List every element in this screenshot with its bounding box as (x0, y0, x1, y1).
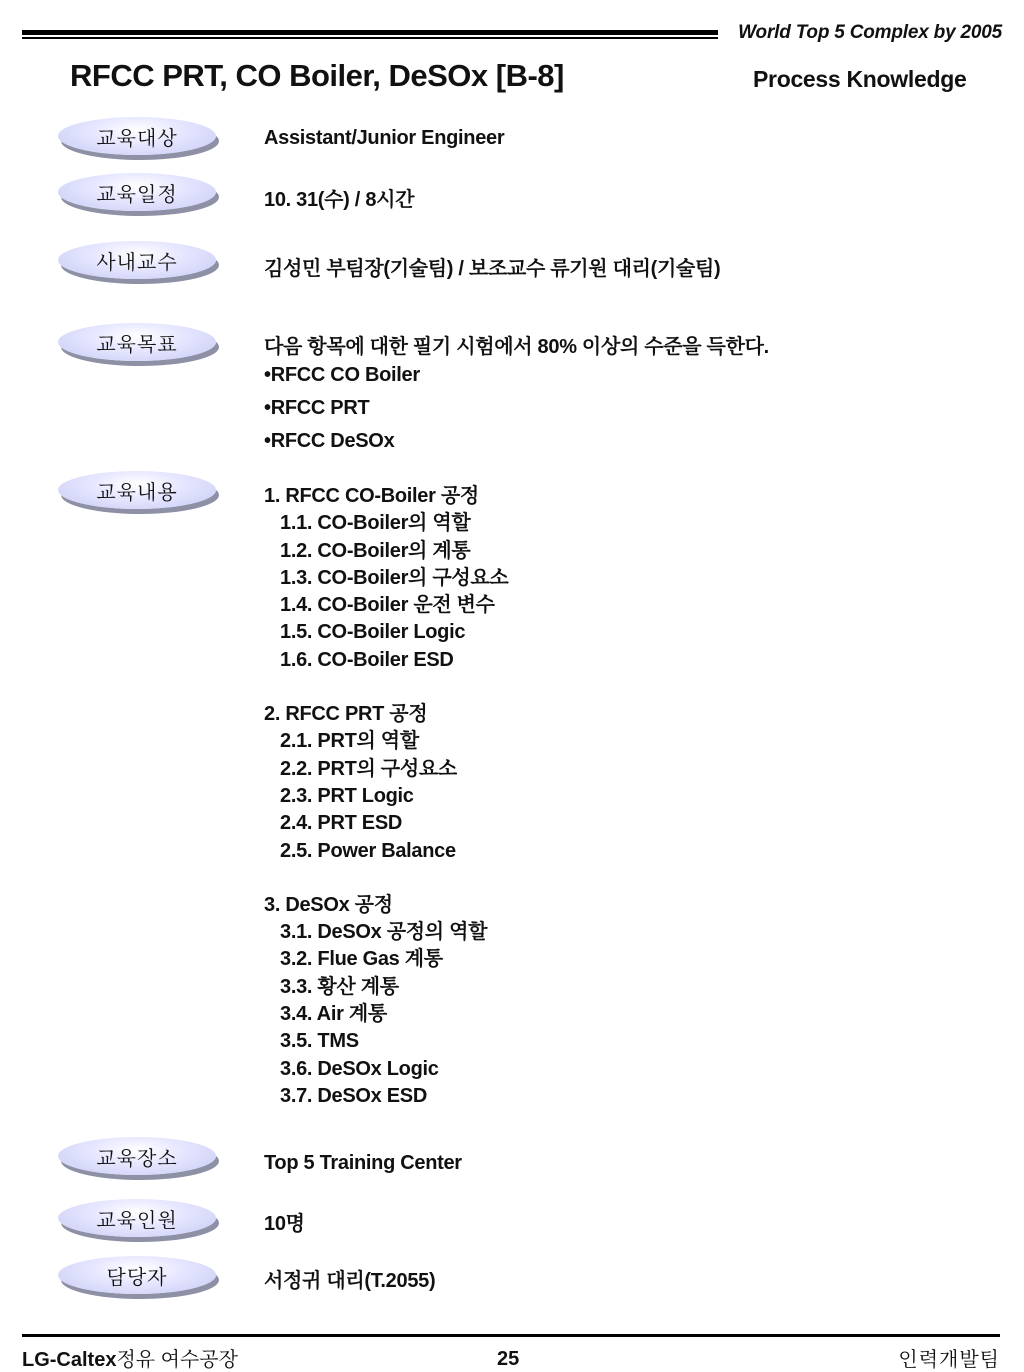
category-label: Process Knowledge (753, 66, 967, 92)
objective-item: •RFCC CO Boiler (264, 364, 420, 386)
label-pill-instructor: 사내교수 (58, 241, 216, 279)
list-item: 3.4. Air 계통 (280, 1003, 387, 1026)
header-rule-thick (22, 30, 718, 35)
list-item: 2.5. Power Balance (280, 839, 456, 862)
contact-value: 서정귀 대리(T.2055) (264, 1270, 436, 1292)
instructor-value: 김성민 부팀장(기술팀) / 보조교수 류기원 대리(기술팀) (264, 258, 721, 280)
objective-item: •RFCC PRT (264, 397, 370, 419)
headcount-value: 10명 (264, 1213, 305, 1235)
section-title: 3. DeSOx 공정 (264, 893, 393, 916)
list-item: 1.1. CO-Boiler의 역할 (280, 512, 471, 535)
list-item: 3.1. DeSOx 공정의 역할 (280, 921, 488, 944)
footer-rule (22, 1334, 1000, 1337)
content-outline (264, 483, 508, 1137)
list-item: 1.3. CO-Boiler의 구성요소 (280, 566, 509, 589)
list-item: 3.5. TMS (280, 1030, 359, 1053)
objective-item: •RFCC DeSOx (264, 430, 395, 452)
label-pill-schedule: 교육일정 (58, 173, 216, 211)
target-value: Assistant/Junior Engineer (264, 127, 505, 149)
objective-value: 다음 항목에 대한 필기 시험에서 80% 이상의 수준을 득한다. (264, 336, 769, 358)
list-item: 1.2. CO-Boiler의 계통 (280, 539, 471, 562)
list-item: 3.6. DeSOx Logic (280, 1057, 439, 1080)
list-item: 3.2. Flue Gas 계통 (280, 948, 443, 971)
list-item: 3.7. DeSOx ESD (280, 1084, 427, 1107)
schedule-value: 10. 31(수) / 8시간 (264, 189, 415, 211)
company-name: LG-Caltex (22, 1349, 117, 1371)
label-pill-content: 교육내용 (58, 471, 216, 509)
content-section-co-boiler (264, 483, 508, 674)
list-item: 2.1. PRT의 역할 (280, 730, 419, 753)
footer-company (22, 1343, 238, 1372)
plant-name: 정유 여수공장 (116, 1349, 238, 1371)
label-pill-objective: 교육목표 (58, 323, 216, 361)
label-pill-location: 교육장소 (58, 1137, 216, 1175)
label-pill-target: 교육대상 (58, 117, 216, 155)
footer-department: 인력개발팀 (898, 1349, 1000, 1371)
list-item: 2.4. PRT ESD (280, 812, 402, 835)
objective-list (264, 362, 420, 461)
list-item: 3.3. 황산 계통 (280, 975, 399, 998)
header-tagline: World Top 5 Complex by 2005 (738, 22, 1002, 43)
section-title: 2. RFCC PRT 공정 (264, 703, 428, 726)
list-item: 1.6. CO-Boiler ESD (280, 648, 454, 671)
content-section-prt (264, 701, 508, 865)
header-rule-thin (22, 37, 718, 39)
list-item: 2.3. PRT Logic (280, 784, 414, 807)
page-title: RFCC PRT, CO Boiler, DeSOx [B-8] (70, 58, 564, 93)
location-value: Top 5 Training Center (264, 1152, 462, 1174)
label-pill-contact: 담당자 (58, 1256, 216, 1294)
list-item: 2.2. PRT의 구성요소 (280, 757, 457, 780)
list-item: 1.4. CO-Boiler 운전 변수 (280, 594, 495, 617)
content-section-desox (264, 892, 508, 1110)
list-item: 1.5. CO-Boiler Logic (280, 621, 466, 644)
label-pill-headcount: 교육인원 (58, 1199, 216, 1237)
page-number: 25 (497, 1348, 520, 1370)
header-rule (22, 30, 718, 40)
section-title: 1. RFCC CO-Boiler 공정 (264, 485, 479, 507)
